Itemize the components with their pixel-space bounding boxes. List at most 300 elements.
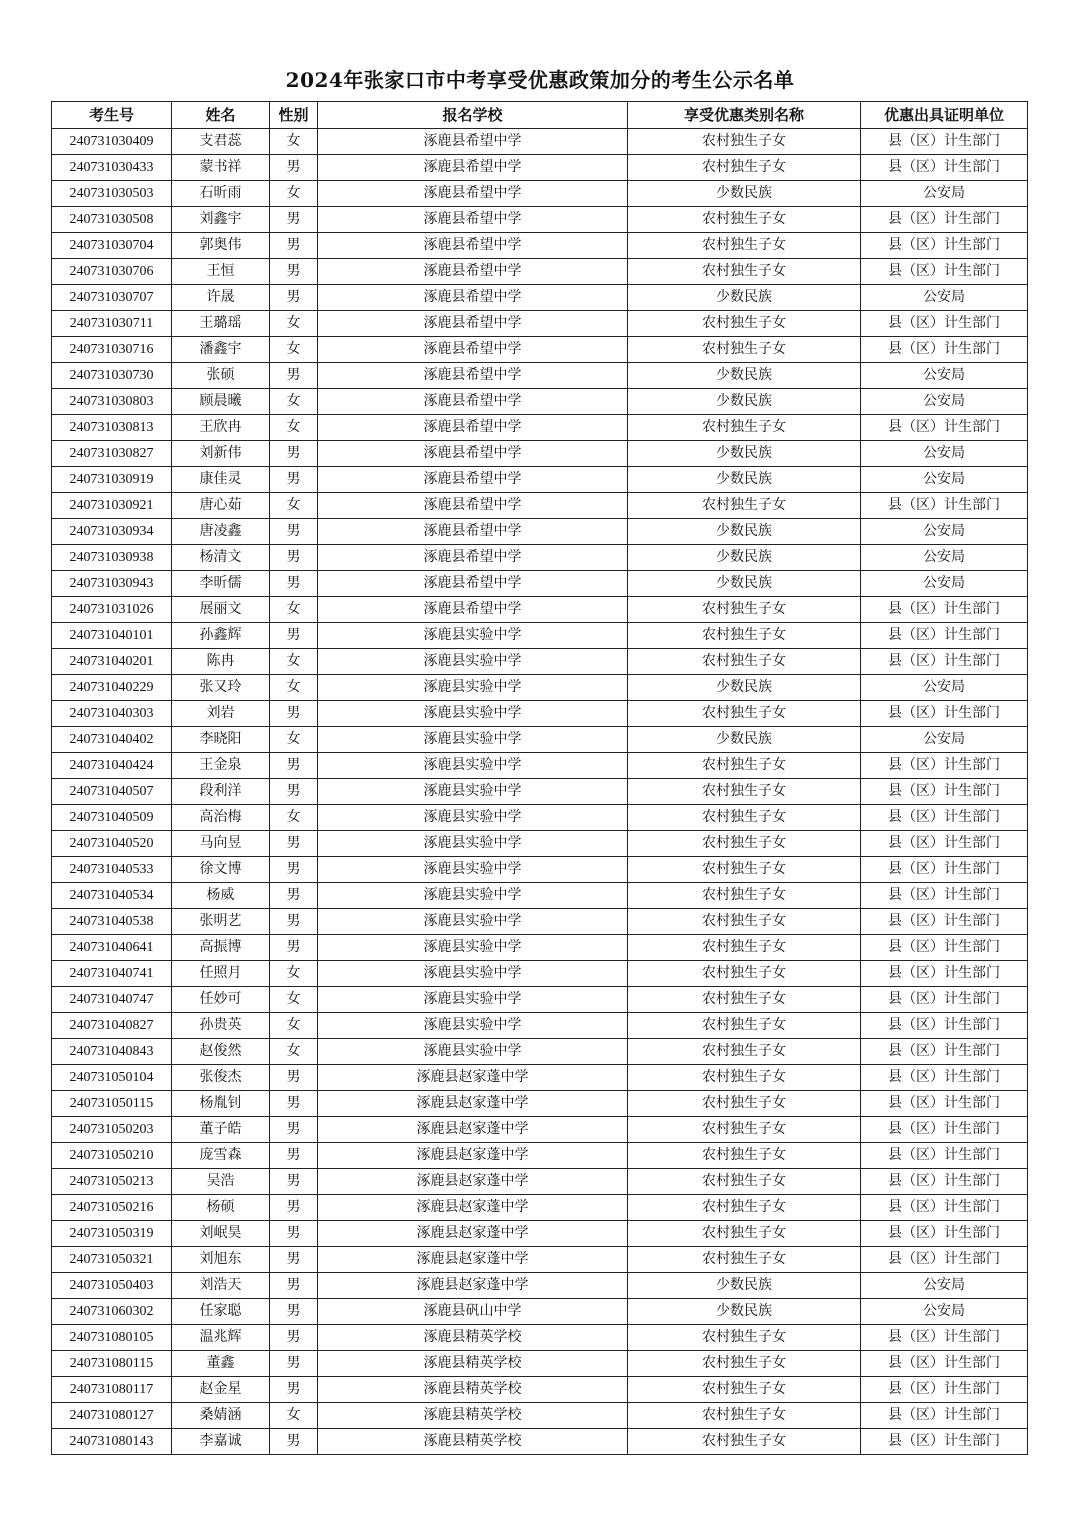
cell-school: 涿鹿县赵家蓬中学 <box>318 1247 628 1273</box>
cell-certifying-unit: 县（区）计生部门 <box>861 987 1028 1013</box>
cell-school: 涿鹿县赵家蓬中学 <box>318 1221 628 1247</box>
cell-school: 涿鹿县希望中学 <box>318 415 628 441</box>
table-row <box>52 597 1028 623</box>
table-row <box>52 389 1028 415</box>
table-body <box>52 129 1028 1455</box>
cell-exam-number: 240731050203 <box>52 1117 172 1143</box>
table-row <box>52 1429 1028 1455</box>
table-row <box>52 311 1028 337</box>
table-row <box>52 285 1028 311</box>
cell-certifying-unit: 县（区）计生部门 <box>861 805 1028 831</box>
cell-certifying-unit: 公安局 <box>861 545 1028 571</box>
cell-exam-number: 240731030938 <box>52 545 172 571</box>
cell-student-name: 刘新伟 <box>172 441 270 467</box>
cell-student-name: 唐凌鑫 <box>172 519 270 545</box>
cell-school: 涿鹿县精英学校 <box>318 1325 628 1351</box>
cell-exam-number: 240731030704 <box>52 233 172 259</box>
cell-student-name: 刘浩天 <box>172 1273 270 1299</box>
cell-student-name: 任妙可 <box>172 987 270 1013</box>
cell-exam-number: 240731050115 <box>52 1091 172 1117</box>
cell-certifying-unit: 县（区）计生部门 <box>861 1351 1028 1377</box>
cell-certifying-unit: 县（区）计生部门 <box>861 311 1028 337</box>
cell-school: 涿鹿县实验中学 <box>318 1039 628 1065</box>
cell-gender: 男 <box>270 1351 318 1377</box>
table-header-row <box>52 102 1028 129</box>
cell-certifying-unit: 县（区）计生部门 <box>861 961 1028 987</box>
cell-exam-number: 240731030508 <box>52 207 172 233</box>
cell-school: 涿鹿县精英学校 <box>318 1351 628 1377</box>
cell-school: 涿鹿县实验中学 <box>318 753 628 779</box>
cell-preference-category: 农村独生子女 <box>628 805 861 831</box>
cell-school: 涿鹿县实验中学 <box>318 987 628 1013</box>
cell-certifying-unit: 县（区）计生部门 <box>861 1065 1028 1091</box>
cell-school: 涿鹿县精英学校 <box>318 1429 628 1455</box>
cell-certifying-unit: 县（区）计生部门 <box>861 1117 1028 1143</box>
cell-exam-number: 240731060302 <box>52 1299 172 1325</box>
cell-school: 涿鹿县希望中学 <box>318 519 628 545</box>
cell-preference-category: 少数民族 <box>628 441 861 467</box>
table-row <box>52 1065 1028 1091</box>
cell-preference-category: 农村独生子女 <box>628 1351 861 1377</box>
cell-school: 涿鹿县实验中学 <box>318 961 628 987</box>
cell-school: 涿鹿县实验中学 <box>318 675 628 701</box>
cell-gender: 男 <box>270 207 318 233</box>
cell-student-name: 唐心茹 <box>172 493 270 519</box>
cell-preference-category: 农村独生子女 <box>628 753 861 779</box>
cell-exam-number: 240731080115 <box>52 1351 172 1377</box>
table-row <box>52 1273 1028 1299</box>
cell-exam-number: 240731040538 <box>52 909 172 935</box>
cell-student-name: 许晟 <box>172 285 270 311</box>
table-row <box>52 415 1028 441</box>
cell-preference-category: 农村独生子女 <box>628 337 861 363</box>
header-gender: 性别 <box>270 102 318 129</box>
cell-school: 涿鹿县希望中学 <box>318 597 628 623</box>
cell-exam-number: 240731040641 <box>52 935 172 961</box>
cell-gender: 男 <box>270 1429 318 1455</box>
table-row <box>52 571 1028 597</box>
cell-certifying-unit: 县（区）计生部门 <box>861 155 1028 181</box>
cell-gender: 男 <box>270 1247 318 1273</box>
cell-exam-number: 240731050403 <box>52 1273 172 1299</box>
cell-exam-number: 240731040533 <box>52 857 172 883</box>
cell-gender: 女 <box>270 311 318 337</box>
cell-student-name: 张俊杰 <box>172 1065 270 1091</box>
cell-exam-number: 240731030409 <box>52 129 172 155</box>
cell-school: 涿鹿县希望中学 <box>318 233 628 259</box>
cell-preference-category: 农村独生子女 <box>628 1013 861 1039</box>
cell-exam-number: 240731030827 <box>52 441 172 467</box>
cell-gender: 男 <box>270 571 318 597</box>
cell-exam-number: 240731050216 <box>52 1195 172 1221</box>
table-row <box>52 649 1028 675</box>
cell-preference-category: 农村独生子女 <box>628 779 861 805</box>
cell-student-name: 李晓阳 <box>172 727 270 753</box>
cell-certifying-unit: 公安局 <box>861 467 1028 493</box>
table-row <box>52 961 1028 987</box>
cell-gender: 男 <box>270 935 318 961</box>
cell-school: 涿鹿县希望中学 <box>318 545 628 571</box>
cell-gender: 男 <box>270 701 318 727</box>
cell-school: 涿鹿县实验中学 <box>318 883 628 909</box>
cell-certifying-unit: 县（区）计生部门 <box>861 1195 1028 1221</box>
cell-student-name: 庞雪森 <box>172 1143 270 1169</box>
cell-student-name: 温兆辉 <box>172 1325 270 1351</box>
cell-school: 涿鹿县希望中学 <box>318 441 628 467</box>
table-row <box>52 753 1028 779</box>
cell-student-name: 马向昱 <box>172 831 270 857</box>
cell-student-name: 高治梅 <box>172 805 270 831</box>
cell-certifying-unit: 公安局 <box>861 675 1028 701</box>
cell-preference-category: 农村独生子女 <box>628 1143 861 1169</box>
cell-student-name: 孙贵英 <box>172 1013 270 1039</box>
cell-preference-category: 农村独生子女 <box>628 1065 861 1091</box>
cell-exam-number: 240731040402 <box>52 727 172 753</box>
cell-exam-number: 240731030433 <box>52 155 172 181</box>
cell-certifying-unit: 县（区）计生部门 <box>861 623 1028 649</box>
cell-school: 涿鹿县赵家蓬中学 <box>318 1143 628 1169</box>
cell-certifying-unit: 县（区）计生部门 <box>861 1221 1028 1247</box>
cell-preference-category: 农村独生子女 <box>628 1247 861 1273</box>
cell-exam-number: 240731040534 <box>52 883 172 909</box>
cell-school: 涿鹿县实验中学 <box>318 909 628 935</box>
cell-certifying-unit: 公安局 <box>861 519 1028 545</box>
cell-certifying-unit: 公安局 <box>861 285 1028 311</box>
cell-school: 涿鹿县希望中学 <box>318 207 628 233</box>
cell-preference-category: 农村独生子女 <box>628 649 861 675</box>
cell-gender: 男 <box>270 519 318 545</box>
cell-preference-category: 农村独生子女 <box>628 259 861 285</box>
cell-certifying-unit: 县（区）计生部门 <box>861 883 1028 909</box>
cell-school: 涿鹿县实验中学 <box>318 1013 628 1039</box>
cell-gender: 男 <box>270 1169 318 1195</box>
cell-school: 涿鹿县赵家蓬中学 <box>318 1169 628 1195</box>
cell-student-name: 潘鑫宇 <box>172 337 270 363</box>
cell-exam-number: 240731050104 <box>52 1065 172 1091</box>
cell-exam-number: 240731050321 <box>52 1247 172 1273</box>
cell-gender: 男 <box>270 1065 318 1091</box>
cell-certifying-unit: 公安局 <box>861 727 1028 753</box>
cell-certifying-unit: 县（区）计生部门 <box>861 1013 1028 1039</box>
table-row <box>52 1013 1028 1039</box>
table-row <box>52 727 1028 753</box>
cell-gender: 女 <box>270 987 318 1013</box>
cell-certifying-unit: 县（区）计生部门 <box>861 1143 1028 1169</box>
cell-preference-category: 农村独生子女 <box>628 233 861 259</box>
cell-gender: 男 <box>270 857 318 883</box>
cell-preference-category: 农村独生子女 <box>628 909 861 935</box>
cell-preference-category: 农村独生子女 <box>628 1117 861 1143</box>
table-row <box>52 883 1028 909</box>
cell-school: 涿鹿县希望中学 <box>318 467 628 493</box>
cell-certifying-unit: 县（区）计生部门 <box>861 259 1028 285</box>
cell-preference-category: 农村独生子女 <box>628 1195 861 1221</box>
cell-student-name: 王恒 <box>172 259 270 285</box>
cell-school: 涿鹿县赵家蓬中学 <box>318 1091 628 1117</box>
cell-gender: 女 <box>270 129 318 155</box>
cell-preference-category: 农村独生子女 <box>628 129 861 155</box>
cell-preference-category: 少数民族 <box>628 571 861 597</box>
cell-gender: 男 <box>270 1273 318 1299</box>
cell-certifying-unit: 公安局 <box>861 389 1028 415</box>
cell-gender: 男 <box>270 623 318 649</box>
cell-student-name: 任家聪 <box>172 1299 270 1325</box>
cell-preference-category: 少数民族 <box>628 1299 861 1325</box>
cell-gender: 男 <box>270 779 318 805</box>
cell-preference-category: 少数民族 <box>628 285 861 311</box>
cell-gender: 女 <box>270 961 318 987</box>
cell-exam-number: 240731040201 <box>52 649 172 675</box>
table-row <box>52 337 1028 363</box>
cell-exam-number: 240731030706 <box>52 259 172 285</box>
cell-student-name: 杨清文 <box>172 545 270 571</box>
cell-exam-number: 240731040424 <box>52 753 172 779</box>
cell-preference-category: 农村独生子女 <box>628 207 861 233</box>
cell-school: 涿鹿县实验中学 <box>318 857 628 883</box>
cell-gender: 男 <box>270 441 318 467</box>
cell-preference-category: 少数民族 <box>628 1273 861 1299</box>
cell-exam-number: 240731030503 <box>52 181 172 207</box>
cell-certifying-unit: 县（区）计生部门 <box>861 1169 1028 1195</box>
cell-exam-number: 240731050213 <box>52 1169 172 1195</box>
cell-exam-number: 240731040303 <box>52 701 172 727</box>
cell-certifying-unit: 县（区）计生部门 <box>861 935 1028 961</box>
table-row <box>52 1325 1028 1351</box>
cell-school: 涿鹿县精英学校 <box>318 1403 628 1429</box>
table-row <box>52 909 1028 935</box>
cell-exam-number: 240731030707 <box>52 285 172 311</box>
page-title: 2024年张家口市中考享受优惠政策加分的考生公示名单 <box>285 68 795 92</box>
cell-student-name: 董鑫 <box>172 1351 270 1377</box>
cell-gender: 女 <box>270 389 318 415</box>
cell-exam-number: 240731030934 <box>52 519 172 545</box>
cell-certifying-unit: 县（区）计生部门 <box>861 1377 1028 1403</box>
cell-preference-category: 农村独生子女 <box>628 311 861 337</box>
cell-student-name: 张明艺 <box>172 909 270 935</box>
table-row <box>52 181 1028 207</box>
cell-certifying-unit: 县（区）计生部门 <box>861 1039 1028 1065</box>
cell-gender: 女 <box>270 597 318 623</box>
cell-school: 涿鹿县希望中学 <box>318 493 628 519</box>
cell-school: 涿鹿县赵家蓬中学 <box>318 1273 628 1299</box>
table-row <box>52 233 1028 259</box>
table-row <box>52 1195 1028 1221</box>
table-row <box>52 493 1028 519</box>
cell-student-name: 刘旭东 <box>172 1247 270 1273</box>
cell-school: 涿鹿县希望中学 <box>318 259 628 285</box>
table-row <box>52 1091 1028 1117</box>
cell-student-name: 石昕雨 <box>172 181 270 207</box>
cell-school: 涿鹿县希望中学 <box>318 311 628 337</box>
cell-exam-number: 240731040101 <box>52 623 172 649</box>
cell-gender: 男 <box>270 1195 318 1221</box>
cell-preference-category: 少数民族 <box>628 467 861 493</box>
table-row <box>52 805 1028 831</box>
cell-preference-category: 农村独生子女 <box>628 597 861 623</box>
cell-student-name: 郭奥伟 <box>172 233 270 259</box>
cell-preference-category: 少数民族 <box>628 519 861 545</box>
cell-preference-category: 农村独生子女 <box>628 1403 861 1429</box>
cell-student-name: 徐文博 <box>172 857 270 883</box>
cell-gender: 女 <box>270 1013 318 1039</box>
cell-preference-category: 农村独生子女 <box>628 1429 861 1455</box>
cell-exam-number: 240731080127 <box>52 1403 172 1429</box>
cell-exam-number: 240731030921 <box>52 493 172 519</box>
cell-gender: 男 <box>270 883 318 909</box>
cell-exam-number: 240731050210 <box>52 1143 172 1169</box>
cell-certifying-unit: 县（区）计生部门 <box>861 909 1028 935</box>
cell-preference-category: 农村独生子女 <box>628 623 861 649</box>
cell-school: 涿鹿县实验中学 <box>318 727 628 753</box>
cell-gender: 男 <box>270 1117 318 1143</box>
header-exam-number: 考生号 <box>52 102 172 129</box>
cell-school: 涿鹿县实验中学 <box>318 623 628 649</box>
cell-student-name: 康佳灵 <box>172 467 270 493</box>
cell-gender: 男 <box>270 753 318 779</box>
cell-school: 涿鹿县赵家蓬中学 <box>318 1065 628 1091</box>
cell-certifying-unit: 县（区）计生部门 <box>861 415 1028 441</box>
table-row <box>52 1403 1028 1429</box>
cell-certifying-unit: 县（区）计生部门 <box>861 1325 1028 1351</box>
cell-student-name: 刘岩 <box>172 701 270 727</box>
cell-school: 涿鹿县矾山中学 <box>318 1299 628 1325</box>
cell-certifying-unit: 县（区）计生部门 <box>861 753 1028 779</box>
cell-school: 涿鹿县希望中学 <box>318 129 628 155</box>
cell-preference-category: 农村独生子女 <box>628 1221 861 1247</box>
cell-student-name: 孙鑫辉 <box>172 623 270 649</box>
cell-preference-category: 少数民族 <box>628 727 861 753</box>
cell-preference-category: 农村独生子女 <box>628 1377 861 1403</box>
cell-student-name: 李昕儒 <box>172 571 270 597</box>
cell-certifying-unit: 县（区）计生部门 <box>861 493 1028 519</box>
cell-gender: 男 <box>270 363 318 389</box>
cell-school: 涿鹿县希望中学 <box>318 363 628 389</box>
cell-gender: 女 <box>270 805 318 831</box>
cell-gender: 男 <box>270 1091 318 1117</box>
table-row <box>52 259 1028 285</box>
cell-student-name: 杨威 <box>172 883 270 909</box>
cell-exam-number: 240731040827 <box>52 1013 172 1039</box>
cell-gender: 女 <box>270 415 318 441</box>
table-row <box>52 623 1028 649</box>
cell-exam-number: 240731040741 <box>52 961 172 987</box>
cell-gender: 女 <box>270 181 318 207</box>
cell-school: 涿鹿县实验中学 <box>318 831 628 857</box>
table-row <box>52 779 1028 805</box>
cell-exam-number: 240731080117 <box>52 1377 172 1403</box>
cell-preference-category: 农村独生子女 <box>628 1169 861 1195</box>
cell-exam-number: 240731030943 <box>52 571 172 597</box>
cell-exam-number: 240731030803 <box>52 389 172 415</box>
cell-exam-number: 240731040520 <box>52 831 172 857</box>
cell-gender: 女 <box>270 493 318 519</box>
cell-school: 涿鹿县实验中学 <box>318 701 628 727</box>
cell-exam-number: 240731030919 <box>52 467 172 493</box>
table-row <box>52 155 1028 181</box>
cell-student-name: 王欣冉 <box>172 415 270 441</box>
cell-preference-category: 农村独生子女 <box>628 1325 861 1351</box>
cell-preference-category: 农村独生子女 <box>628 961 861 987</box>
cell-student-name: 王璐瑶 <box>172 311 270 337</box>
cell-student-name: 蒙书祥 <box>172 155 270 181</box>
cell-certifying-unit: 县（区）计生部门 <box>861 1429 1028 1455</box>
cell-gender: 男 <box>270 259 318 285</box>
cell-student-name: 展丽文 <box>172 597 270 623</box>
cell-gender: 女 <box>270 675 318 701</box>
table-row <box>52 1169 1028 1195</box>
cell-student-name: 张又玲 <box>172 675 270 701</box>
cell-exam-number: 240731030813 <box>52 415 172 441</box>
candidate-table <box>51 101 1028 1455</box>
cell-school: 涿鹿县赵家蓬中学 <box>318 1195 628 1221</box>
cell-gender: 女 <box>270 1039 318 1065</box>
table-row <box>52 467 1028 493</box>
cell-preference-category: 农村独生子女 <box>628 1039 861 1065</box>
cell-gender: 男 <box>270 1143 318 1169</box>
cell-certifying-unit: 公安局 <box>861 441 1028 467</box>
cell-student-name: 王金泉 <box>172 753 270 779</box>
cell-gender: 男 <box>270 233 318 259</box>
table-row <box>52 1299 1028 1325</box>
cell-gender: 男 <box>270 1221 318 1247</box>
cell-gender: 女 <box>270 337 318 363</box>
cell-certifying-unit: 县（区）计生部门 <box>861 207 1028 233</box>
cell-certifying-unit: 县（区）计生部门 <box>861 857 1028 883</box>
cell-certifying-unit: 公安局 <box>861 1273 1028 1299</box>
cell-gender: 男 <box>270 1377 318 1403</box>
cell-preference-category: 农村独生子女 <box>628 883 861 909</box>
cell-student-name: 杨胤钊 <box>172 1091 270 1117</box>
cell-exam-number: 240731040509 <box>52 805 172 831</box>
cell-certifying-unit: 县（区）计生部门 <box>861 233 1028 259</box>
table-row <box>52 1117 1028 1143</box>
header-certifying-unit: 优惠出具证明单位 <box>861 102 1028 129</box>
cell-certifying-unit: 县（区）计生部门 <box>861 1403 1028 1429</box>
cell-student-name: 支君蕊 <box>172 129 270 155</box>
cell-certifying-unit: 县（区）计生部门 <box>861 831 1028 857</box>
cell-preference-category: 农村独生子女 <box>628 701 861 727</box>
cell-exam-number: 240731031026 <box>52 597 172 623</box>
table-row <box>52 519 1028 545</box>
table-row <box>52 701 1028 727</box>
cell-gender: 男 <box>270 909 318 935</box>
cell-student-name: 赵金星 <box>172 1377 270 1403</box>
header-preference-category: 享受优惠类别名称 <box>628 102 861 129</box>
cell-certifying-unit: 县（区）计生部门 <box>861 1247 1028 1273</box>
cell-student-name: 桑婧涵 <box>172 1403 270 1429</box>
table-row <box>52 1247 1028 1273</box>
header-name: 姓名 <box>172 102 270 129</box>
table-row <box>52 363 1028 389</box>
cell-certifying-unit: 县（区）计生部门 <box>861 337 1028 363</box>
cell-school: 涿鹿县希望中学 <box>318 337 628 363</box>
cell-preference-category: 农村独生子女 <box>628 155 861 181</box>
cell-gender: 女 <box>270 727 318 753</box>
cell-student-name: 吴浩 <box>172 1169 270 1195</box>
cell-gender: 男 <box>270 831 318 857</box>
table-row <box>52 129 1028 155</box>
cell-school: 涿鹿县实验中学 <box>318 779 628 805</box>
cell-exam-number: 240731030730 <box>52 363 172 389</box>
cell-student-name: 张硕 <box>172 363 270 389</box>
table-row <box>52 857 1028 883</box>
cell-school: 涿鹿县实验中学 <box>318 805 628 831</box>
table-row <box>52 935 1028 961</box>
table-row <box>52 1377 1028 1403</box>
table-row <box>52 441 1028 467</box>
table-row <box>52 1039 1028 1065</box>
cell-certifying-unit: 县（区）计生部门 <box>861 1091 1028 1117</box>
